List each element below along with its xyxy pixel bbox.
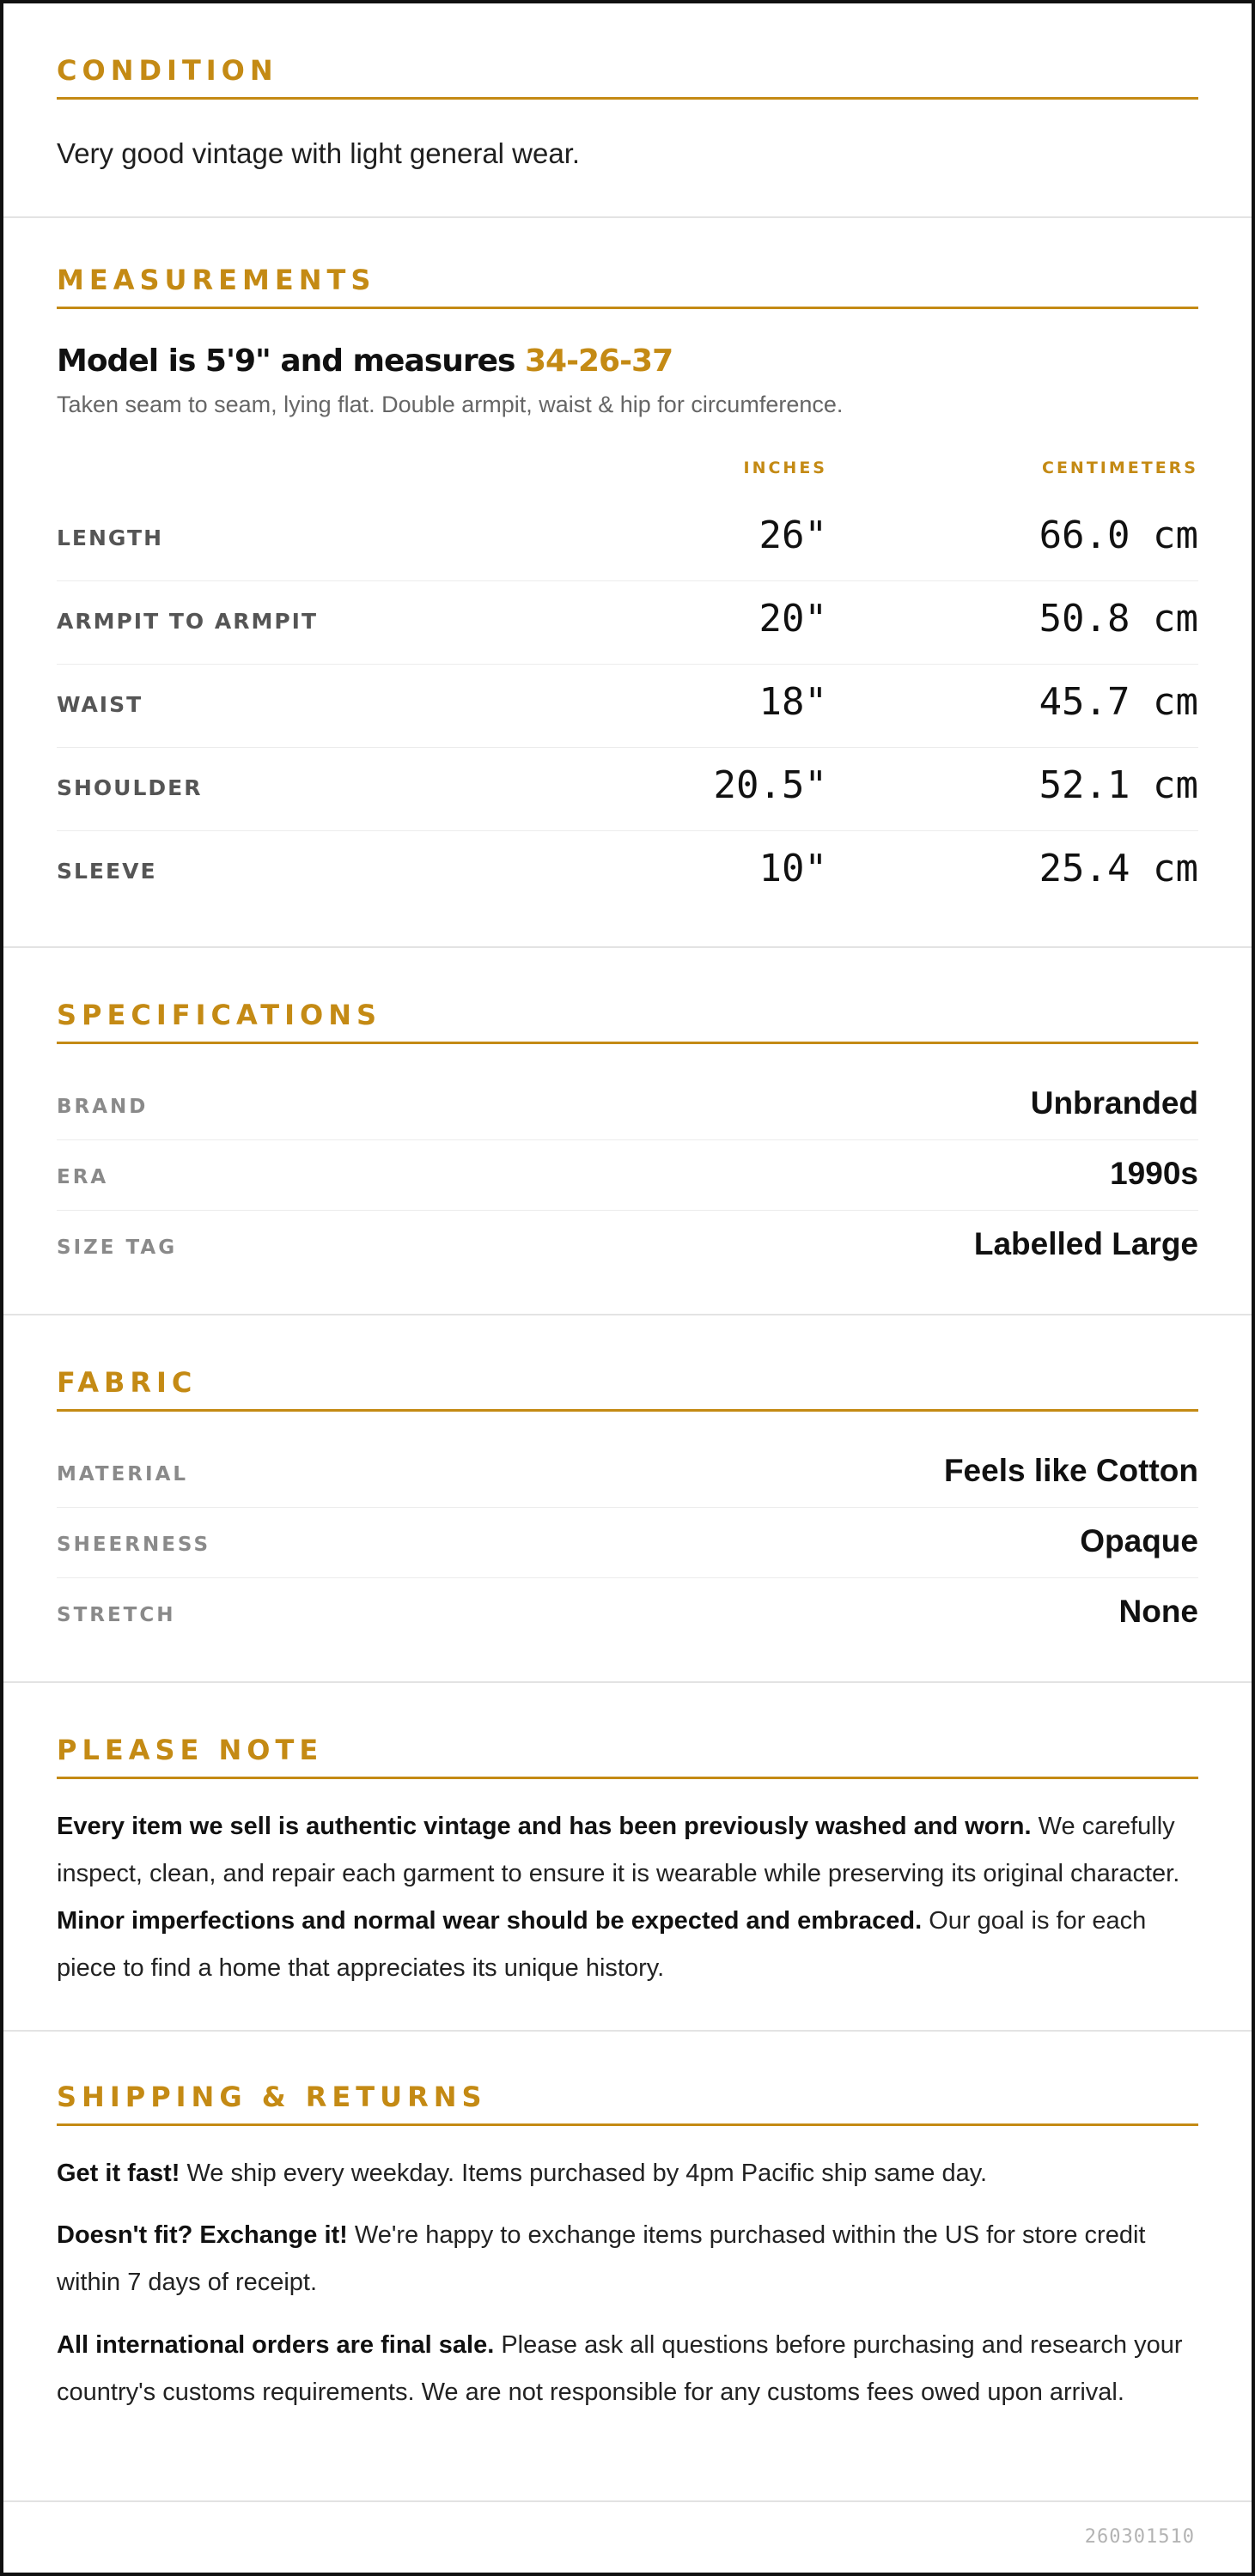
specifications-heading bbox=[57, 987, 1198, 1044]
spec-value: 1990s bbox=[1110, 1156, 1198, 1191]
measurement-cm: 66.0 cm bbox=[1039, 513, 1198, 557]
fabric-heading bbox=[57, 1355, 1198, 1412]
condition-text: Very good vintage with light general wear. bbox=[57, 137, 581, 169]
please-note-text-2: Our goal is for each piece to find a home that appreciates its unique history. bbox=[57, 1907, 1147, 1982]
measurement-inches: 20" bbox=[758, 597, 827, 641]
spec-row-brand bbox=[57, 1070, 1198, 1140]
spec-row-size-tag bbox=[57, 1211, 1198, 1281]
fabric-title: FABRIC bbox=[57, 1366, 198, 1399]
measurements-title: MEASUREMENTS bbox=[57, 264, 376, 296]
measurement-cm: 25.4 cm bbox=[1039, 847, 1198, 890]
shipping-bold-3: All international orders are final sale. bbox=[57, 2331, 495, 2359]
measurement-cm: 45.7 cm bbox=[1039, 680, 1198, 724]
shipping-bold-1: Get it fast! bbox=[57, 2160, 180, 2187]
specifications-section bbox=[3, 948, 1252, 1315]
spec-row-era bbox=[57, 1140, 1198, 1211]
measurement-inches: 20.5" bbox=[713, 763, 827, 807]
fabric-label: SHEERNESS bbox=[57, 1534, 211, 1556]
shipping-heading bbox=[57, 2069, 1198, 2126]
fabric-section bbox=[3, 1315, 1252, 1683]
measurement-row-armpit bbox=[57, 581, 1198, 665]
model-measures: 34-26-37 bbox=[524, 343, 673, 379]
spec-label: BRAND bbox=[57, 1096, 149, 1118]
measurement-row-shoulder bbox=[57, 748, 1198, 831]
measurement-inches: 10" bbox=[758, 847, 827, 890]
measurement-label: SHOULDER bbox=[57, 775, 203, 800]
centimeters-column-header: CENTIMETERS bbox=[1042, 459, 1198, 477]
measurements-subtitle: Taken seam to seam, lying flat. Double armpit, waist & hip for circumference. bbox=[57, 392, 844, 417]
measurement-inches: 18" bbox=[758, 680, 827, 724]
measurements-section bbox=[3, 218, 1252, 948]
model-prefix: Model is 5'9" and measures bbox=[57, 343, 525, 379]
condition-section bbox=[3, 3, 1252, 218]
measurement-inches: 26" bbox=[758, 513, 827, 557]
measurement-row-sleeve bbox=[57, 831, 1198, 914]
shipping-section bbox=[3, 2032, 1252, 2502]
measurement-row-length bbox=[57, 498, 1198, 581]
spec-label: ERA bbox=[57, 1166, 109, 1188]
please-note-text bbox=[57, 1803, 1198, 1992]
measurement-label: ARMPIT TO ARMPIT bbox=[57, 609, 319, 634]
measurement-label: WAIST bbox=[57, 692, 143, 717]
measurement-label: SLEEVE bbox=[57, 859, 157, 884]
measurement-label: LENGTH bbox=[57, 526, 163, 550]
fabric-label: MATERIAL bbox=[57, 1463, 189, 1485]
spec-value: Unbranded bbox=[1030, 1085, 1198, 1121]
condition-title: CONDITION bbox=[57, 54, 278, 87]
measurement-cm: 52.1 cm bbox=[1039, 763, 1198, 807]
fabric-value: Feels like Cotton bbox=[943, 1453, 1198, 1488]
please-note-title: PLEASE NOTE bbox=[57, 1734, 324, 1766]
fabric-row-stretch bbox=[57, 1578, 1198, 1649]
please-note-text-1: We carefully inspect, clean, and repair each garment to ensure it is wearable while preserving its original character. bbox=[57, 1813, 1180, 1887]
please-note-bold-2: Minor imperfections and normal wear should be expected and embraced. bbox=[57, 1907, 923, 1935]
spec-value: Labelled Large bbox=[973, 1226, 1198, 1261]
fabric-row-material bbox=[57, 1437, 1198, 1508]
please-note-heading bbox=[57, 1722, 1198, 1779]
fabric-value: Opaque bbox=[1080, 1523, 1198, 1558]
shipping-bold-2: Doesn't fit? Exchange it! bbox=[57, 2221, 348, 2249]
condition-heading bbox=[57, 43, 1198, 100]
shipping-para-2 bbox=[57, 2212, 1198, 2306]
spec-label: SIZE TAG bbox=[57, 1236, 178, 1259]
shipping-title: SHIPPING & RETURNS bbox=[57, 2081, 487, 2113]
fabric-value: None bbox=[1118, 1594, 1198, 1629]
specifications-title: SPECIFICATIONS bbox=[57, 999, 382, 1031]
shipping-para-3 bbox=[57, 2322, 1198, 2416]
fabric-label: STRETCH bbox=[57, 1604, 176, 1626]
product-code: 260301510 bbox=[1084, 2526, 1195, 2548]
measurement-cm: 50.8 cm bbox=[1039, 597, 1198, 641]
shipping-text-1: We ship every weekday. Items purchased by 4pm Pacific ship same day. bbox=[180, 2160, 988, 2187]
measurements-heading bbox=[57, 252, 1198, 309]
shipping-text-2: We're happy to exchange items purchased within the US for store credit within 7 days of receipt. bbox=[57, 2221, 1146, 2296]
inches-column-header: INCHES bbox=[743, 459, 827, 477]
model-info-heading bbox=[57, 343, 1198, 379]
shipping-text-3: Please ask all questions before purchasing and research your country's customs requirements. We are not responsible for any customs fees owed upon arrival. bbox=[57, 2331, 1183, 2406]
please-note-section bbox=[3, 1683, 1252, 2032]
measurement-row-waist bbox=[57, 665, 1198, 748]
please-note-bold-1: Every item we sell is authentic vintage and has been previously washed and worn. bbox=[57, 1813, 1032, 1840]
fabric-row-sheerness bbox=[57, 1508, 1198, 1578]
shipping-para-1 bbox=[57, 2150, 1198, 2197]
